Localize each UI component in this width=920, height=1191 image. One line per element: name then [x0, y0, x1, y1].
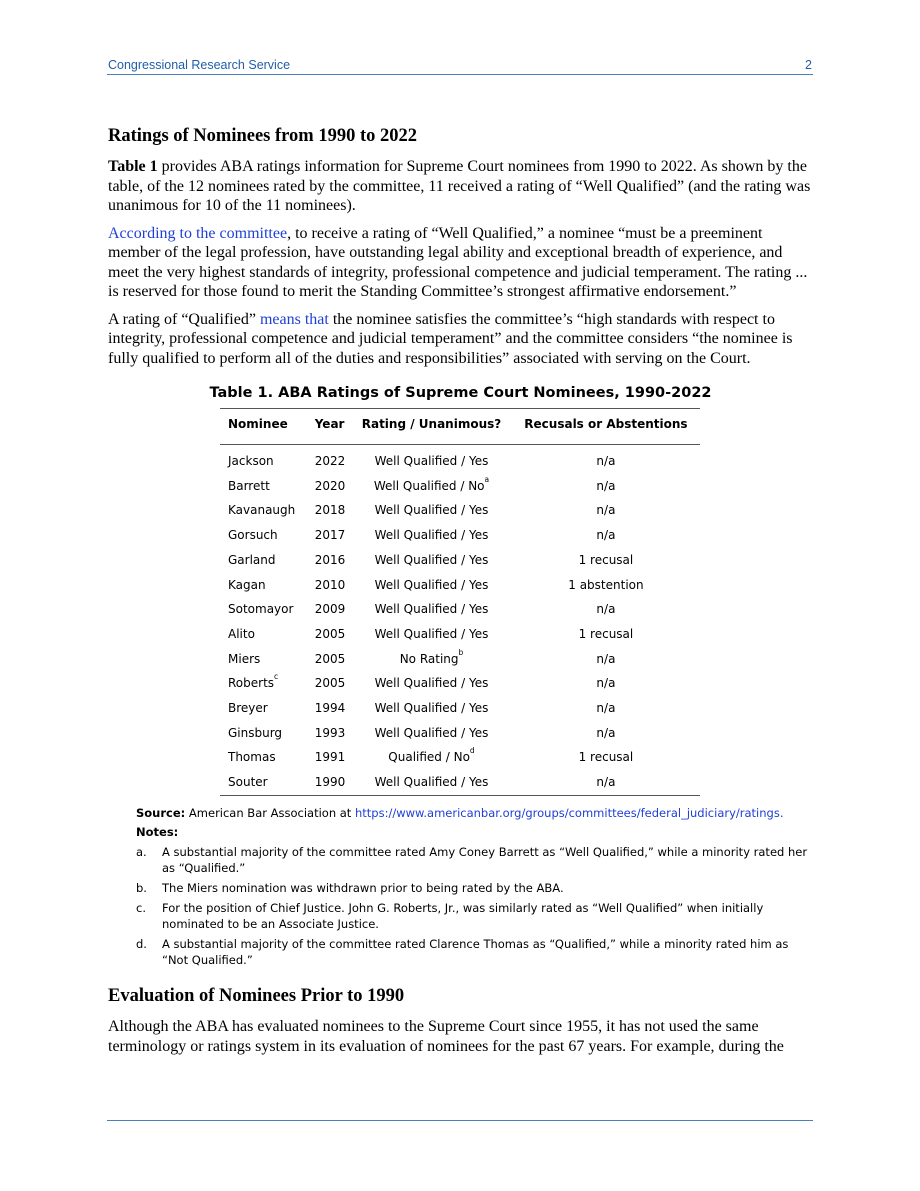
cell-recusals: 1 recusal — [578, 552, 634, 567]
cell-recusals: n/a — [596, 725, 616, 740]
cell-recusals: n/a — [596, 602, 616, 617]
footnote-marker: d — [469, 746, 475, 756]
document-body — [108, 124, 813, 1064]
table-row — [220, 721, 700, 746]
cell-year: 1991 — [314, 750, 346, 765]
table-row — [220, 598, 700, 623]
table-row — [220, 746, 700, 771]
header-publisher: Congressional Research Service — [108, 58, 291, 72]
cell-nominee: Kavanaugh — [228, 503, 296, 518]
cell-nominee: Souter — [220, 770, 307, 795]
cell-recusals: n/a — [596, 651, 616, 666]
cell-recusals: 1 abstention — [568, 577, 644, 592]
section-prior-1990 — [108, 984, 813, 1056]
note-item: d. A substantial majority of the committee rated Clarence Thomas as “Qualified,” while a minority rated him as “Not Qualified.” — [136, 937, 789, 968]
cell-rating: Well Qualified / Yes — [374, 602, 489, 617]
cell-rating: Well Qualified / Yes — [374, 700, 489, 715]
according-to-committee-link[interactable]: According to the committee — [108, 224, 288, 242]
cell-nominee: Ginsburg — [228, 725, 283, 740]
table-title: Table 1. ABA Ratings of Supreme Court Nominees, 1990-2022 — [209, 385, 712, 401]
cell-year: 2022 — [314, 454, 346, 469]
paragraph-prior: Although the ABA has evaluated nominees to the Supreme Court since 1955, it has not used the same terminology or ratings system in its evaluation of nominees for the past 67 years. For example, during the — [108, 1018, 784, 1055]
cell-rating: Well Qualified / Yes — [374, 503, 489, 518]
cell-nominee: Gorsuch — [228, 528, 278, 543]
column-header-recusals: Recusals or Abstentions — [512, 409, 700, 445]
cell-recusals: 1 recusal — [578, 626, 634, 641]
cell-year: 2005 — [314, 626, 346, 641]
page-header — [107, 57, 813, 75]
cell-recusals: n/a — [596, 528, 616, 543]
cell-year: 2009 — [314, 602, 346, 617]
note-item: a. A substantial majority of the committee rated Amy Coney Barrett as “Well Qualified,” while a minority rated her as “Qualified.” — [136, 845, 808, 876]
table-row — [220, 573, 700, 598]
cell-year: 2016 — [314, 552, 346, 567]
cell-year: 2005 — [314, 676, 346, 691]
table-header-row — [220, 409, 700, 445]
table-row — [220, 622, 700, 647]
footnote-marker: c — [274, 672, 279, 682]
cell-nominee: Miers — [228, 651, 261, 666]
notes-label: Notes: — [136, 825, 179, 840]
cell-recusals: n/a — [596, 454, 616, 469]
cell-recusals: n/a — [512, 770, 700, 795]
footnote-marker: a — [484, 474, 490, 484]
table-notes — [136, 805, 816, 968]
table-row — [220, 474, 700, 499]
table-row — [220, 548, 700, 573]
table-row — [220, 524, 700, 549]
cell-nominee: Alito — [228, 626, 255, 641]
cell-year: 2017 — [314, 528, 346, 543]
column-header-year: Year — [307, 409, 351, 445]
ratings-table — [220, 408, 700, 796]
cell-year: 1994 — [314, 700, 346, 715]
table-row — [220, 672, 700, 697]
cell-recusals: n/a — [596, 478, 616, 493]
cell-nominee: Jackson — [228, 454, 274, 469]
section-heading-ratings: Ratings of Nominees from 1990 to 2022 — [108, 126, 417, 146]
cell-rating: Well Qualified / Yes — [374, 725, 489, 740]
cell-nominee: Sotomayor — [228, 602, 294, 617]
table-body — [220, 444, 700, 796]
table-row — [220, 647, 700, 672]
cell-recusals: 1 recusal — [578, 750, 634, 765]
cell-nominee: Thomas — [228, 750, 276, 765]
cell-recusals: n/a — [596, 503, 616, 518]
footer-rule — [107, 1120, 813, 1121]
table-reference: Table 1 — [108, 158, 158, 175]
cell-nominee: Garland — [228, 552, 276, 567]
cell-year: 2010 — [314, 577, 346, 592]
cell-nominee: Barrett — [228, 478, 270, 493]
means-that-link[interactable]: means that — [259, 310, 329, 328]
cell-year: 1993 — [314, 725, 346, 740]
cell-nominee: Kagan — [228, 577, 266, 592]
table-row — [220, 696, 700, 721]
cell-year: 2020 — [314, 478, 346, 493]
section-heading-prior: Evaluation of Nominees Prior to 1990 — [108, 986, 405, 1007]
cell-rating: Well Qualified / Yes — [374, 676, 489, 691]
note-item: b. The Miers nomination was withdrawn prior to being rated by the ABA. — [136, 881, 564, 896]
note-item: c. For the position of Chief Justice. John G. Roberts, Jr., was similarly rated as “Well Qualified” when initially nominated to be an Associate Justice. — [136, 901, 764, 932]
column-header-rating: Rating / Unanimous? — [351, 409, 512, 445]
cell-year: 2005 — [314, 651, 346, 666]
cell-rating: Qualified / No$^d$ — [388, 746, 475, 765]
cell-year: 1990 — [307, 770, 351, 795]
notes-list — [136, 844, 816, 968]
cell-recusals: n/a — [596, 676, 616, 691]
column-header-nominee: Nominee — [220, 409, 307, 445]
cell-rating: No Rating$^b$ — [399, 647, 464, 666]
source-line: Source: American Bar Association at https://www.americanbar.org/groups/committees/federal_judiciary/ratings. — [136, 806, 784, 821]
cell-rating: Well Qualified / Yes — [374, 528, 489, 543]
table-row — [220, 444, 700, 474]
cell-rating: Well Qualified / Yes — [374, 626, 489, 641]
cell-nominee: Roberts$^c$ — [228, 672, 279, 691]
page-number: 2 — [805, 58, 812, 72]
cell-rating: Well Qualified / Yes — [351, 770, 512, 795]
paragraph-well-qualified: According to the committee, to receive a rating of “Well Qualified,” a nominee “must be a preeminent member of the legal profession, have outstanding legal ability and exceptional breadth of experience, and meet the very highest standards of integrity, professional competence and judicial temperament. The rating ... is reserved for those found to merit the Standing Committee’s strongest affirmative endorsement.” — [108, 224, 808, 300]
source-link[interactable]: https://www.americanbar.org/groups/committees/federal_judiciary/ratings. — [354, 806, 784, 821]
paragraph-qualified: A rating of “Qualified” means that the nominee satisfies the committee’s “high standards with respect to integrity, professional competence and judicial temperament” and the committee considers “the nominee is fully qualified to perform all of the duties and responsibilities” associated with serving on the Court. — [108, 310, 793, 367]
table-row — [220, 770, 700, 795]
cell-year: 2018 — [314, 503, 346, 518]
cell-rating: Well Qualified / Yes — [374, 552, 489, 567]
table-row — [220, 499, 700, 524]
cell-recusals: n/a — [596, 700, 616, 715]
cell-rating: Well Qualified / Yes — [374, 454, 489, 469]
footnote-marker: b — [458, 647, 464, 657]
paragraph-intro: Table 1 provides ABA ratings information for Supreme Court nominees from 1990 to 2022. As shown by the table, of the 12 nominees rated by the committee, 11 received a rating of “Well Qualified” (and the rating was unanimous for 10 of the 11 nominees). — [108, 158, 811, 214]
cell-rating: Well Qualified / No$^a$ — [373, 474, 490, 493]
cell-rating: Well Qualified / Yes — [374, 577, 489, 592]
cell-nominee: Breyer — [228, 700, 268, 715]
